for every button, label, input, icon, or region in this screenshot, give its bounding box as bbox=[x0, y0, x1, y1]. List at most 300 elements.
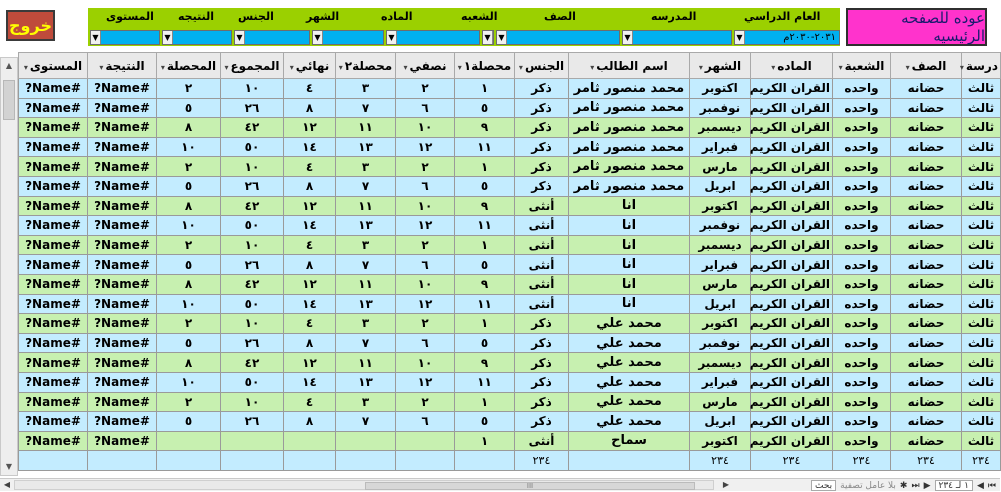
table-cell[interactable]: ذكر bbox=[515, 314, 569, 334]
table-cell[interactable]: ٢ bbox=[396, 314, 455, 334]
table-cell[interactable]: حضانه bbox=[891, 79, 962, 99]
table-cell[interactable]: نوفمبر bbox=[690, 98, 751, 118]
table-cell[interactable]: ١١ bbox=[455, 216, 515, 236]
table-cell[interactable]: سماح bbox=[569, 431, 690, 451]
record-counter[interactable]: ١ لـ ٢٣٤ bbox=[935, 480, 973, 491]
table-cell[interactable]: ١٣ bbox=[336, 137, 396, 157]
table-cell[interactable]: محمد منصور ثامر bbox=[569, 157, 690, 177]
table-cell[interactable]: واحده bbox=[833, 79, 891, 99]
table-cell[interactable]: ٥ bbox=[455, 412, 515, 432]
column-header[interactable] bbox=[396, 53, 455, 79]
table-cell[interactable]: ٢ bbox=[157, 79, 221, 99]
table-cell[interactable]: ١٢ bbox=[284, 274, 336, 294]
table-cell[interactable]: #Name? bbox=[88, 314, 157, 334]
table-cell[interactable]: ٥٠ bbox=[221, 294, 284, 314]
table-row[interactable] bbox=[19, 314, 1001, 334]
table-cell[interactable]: ثالث bbox=[962, 157, 1001, 177]
table-cell[interactable]: واحده bbox=[833, 98, 891, 118]
table-cell[interactable]: حضانه bbox=[891, 157, 962, 177]
table-cell[interactable]: ١٢ bbox=[284, 353, 336, 373]
column-header[interactable] bbox=[751, 53, 833, 79]
table-cell[interactable]: أنثى bbox=[515, 255, 569, 275]
sort-dropdown-icon[interactable]: ▾ bbox=[403, 62, 408, 72]
filter-combo-year[interactable] bbox=[734, 30, 840, 45]
table-cell[interactable]: فبراير bbox=[690, 255, 751, 275]
table-cell[interactable]: #Name? bbox=[88, 274, 157, 294]
table-cell[interactable]: ٨ bbox=[157, 196, 221, 216]
table-cell[interactable]: انا bbox=[569, 255, 690, 275]
table-cell[interactable]: واحده bbox=[833, 294, 891, 314]
scroll-left-icon[interactable]: ◀ bbox=[3, 480, 11, 489]
table-cell[interactable]: حضانه bbox=[891, 314, 962, 334]
sort-dropdown-icon[interactable]: ▾ bbox=[99, 62, 104, 72]
column-header[interactable] bbox=[959, 53, 1001, 79]
table-cell[interactable]: ذكر bbox=[515, 137, 569, 157]
table-cell[interactable]: محمد علي bbox=[569, 392, 690, 412]
table-cell[interactable]: ١٠ bbox=[396, 118, 455, 138]
table-cell[interactable]: #Name? bbox=[19, 294, 88, 314]
filter-status[interactable]: بلا عامل تصفية bbox=[840, 480, 896, 491]
table-cell[interactable]: ١٠ bbox=[221, 314, 284, 334]
chevron-down-icon[interactable]: ▼ bbox=[735, 31, 745, 44]
table-cell[interactable]: ٢ bbox=[157, 392, 221, 412]
table-cell[interactable]: حضانه bbox=[891, 353, 962, 373]
table-cell[interactable]: ٨ bbox=[157, 118, 221, 138]
table-cell[interactable]: #Name? bbox=[19, 157, 88, 177]
table-cell[interactable] bbox=[284, 431, 336, 451]
table-cell[interactable]: محمد منصور ثامر bbox=[569, 176, 690, 196]
sort-dropdown-icon[interactable]: ▾ bbox=[160, 62, 165, 72]
table-cell[interactable]: ٦ bbox=[396, 255, 455, 275]
table-cell[interactable]: #Name? bbox=[88, 372, 157, 392]
table-cell[interactable]: ٤ bbox=[284, 157, 336, 177]
table-cell[interactable]: ثالث bbox=[962, 314, 1001, 334]
table-row[interactable] bbox=[19, 176, 1001, 196]
table-cell[interactable]: ٥ bbox=[157, 412, 221, 432]
table-cell[interactable]: #Name? bbox=[88, 98, 157, 118]
column-header[interactable] bbox=[891, 53, 962, 79]
table-cell[interactable]: #Name? bbox=[19, 372, 88, 392]
table-cell[interactable]: القران الكريم bbox=[751, 274, 833, 294]
table-cell[interactable]: #Name? bbox=[19, 314, 88, 334]
chevron-down-icon[interactable]: ▼ bbox=[163, 31, 173, 44]
table-cell[interactable]: ثالث bbox=[962, 79, 1001, 99]
table-cell[interactable]: #Name? bbox=[19, 79, 88, 99]
table-cell[interactable]: #Name? bbox=[19, 431, 88, 451]
table-cell[interactable]: واحده bbox=[833, 274, 891, 294]
filter-combo-section[interactable] bbox=[482, 30, 494, 45]
table-cell[interactable]: #Name? bbox=[88, 412, 157, 432]
home-button[interactable]: عوده للصفحه الرئيسيه bbox=[846, 8, 987, 46]
table-cell[interactable]: ١ bbox=[455, 431, 515, 451]
table-cell[interactable]: ثالث bbox=[962, 216, 1001, 236]
table-cell[interactable]: ثالث bbox=[962, 412, 1001, 432]
column-header[interactable] bbox=[569, 53, 690, 79]
table-row[interactable] bbox=[19, 216, 1001, 236]
filter-combo-class[interactable] bbox=[496, 30, 620, 45]
table-cell[interactable]: ١٣ bbox=[336, 372, 396, 392]
table-cell[interactable]: ١١ bbox=[336, 196, 396, 216]
filter-combo-school[interactable] bbox=[622, 30, 732, 45]
table-cell[interactable]: القران الكريم bbox=[751, 431, 833, 451]
table-cell[interactable]: #Name? bbox=[19, 235, 88, 255]
table-cell[interactable]: #Name? bbox=[88, 431, 157, 451]
table-cell[interactable]: ٥٠ bbox=[221, 372, 284, 392]
table-cell[interactable]: محمد منصور ثامر bbox=[569, 98, 690, 118]
table-cell[interactable]: #Name? bbox=[88, 196, 157, 216]
table-cell[interactable]: ٨ bbox=[157, 353, 221, 373]
table-cell[interactable]: ذكر bbox=[515, 412, 569, 432]
table-cell[interactable]: ١٠ bbox=[221, 79, 284, 99]
table-cell[interactable]: حضانه bbox=[891, 216, 962, 236]
table-cell[interactable]: ثالث bbox=[962, 333, 1001, 353]
table-cell[interactable]: محمد منصور ثامر bbox=[569, 79, 690, 99]
table-cell[interactable]: ٤ bbox=[284, 392, 336, 412]
table-cell[interactable]: ١٢ bbox=[396, 216, 455, 236]
column-header[interactable] bbox=[88, 53, 157, 79]
table-cell[interactable]: ١٤ bbox=[284, 372, 336, 392]
table-cell[interactable]: #Name? bbox=[88, 79, 157, 99]
table-cell[interactable]: واحده bbox=[833, 412, 891, 432]
last-record-icon[interactable]: ⏭ bbox=[911, 480, 920, 491]
table-cell[interactable]: ١٢ bbox=[396, 372, 455, 392]
table-cell[interactable]: ٥ bbox=[157, 255, 221, 275]
table-cell[interactable]: أنثى bbox=[515, 431, 569, 451]
table-cell[interactable]: ثالث bbox=[962, 176, 1001, 196]
table-cell[interactable]: ٥ bbox=[455, 176, 515, 196]
table-cell[interactable]: ثالث bbox=[962, 137, 1001, 157]
table-cell[interactable]: القران الكريم bbox=[751, 235, 833, 255]
table-cell[interactable]: ١٢ bbox=[396, 137, 455, 157]
table-cell[interactable]: واحده bbox=[833, 118, 891, 138]
table-cell[interactable]: ١٠ bbox=[157, 216, 221, 236]
table-cell[interactable]: ١٠ bbox=[157, 137, 221, 157]
sort-dropdown-icon[interactable]: ▾ bbox=[959, 62, 964, 72]
chevron-down-icon[interactable]: ▼ bbox=[623, 31, 633, 44]
table-row[interactable] bbox=[19, 98, 1001, 118]
table-cell[interactable]: ٢٦ bbox=[221, 333, 284, 353]
table-cell[interactable]: ٧ bbox=[336, 333, 396, 353]
table-cell[interactable]: ثالث bbox=[962, 372, 1001, 392]
table-cell[interactable]: #Name? bbox=[19, 333, 88, 353]
table-cell[interactable]: #Name? bbox=[88, 353, 157, 373]
table-cell[interactable]: ٥ bbox=[157, 333, 221, 353]
table-cell[interactable]: ١ bbox=[455, 157, 515, 177]
new-record-icon[interactable]: ✱ bbox=[899, 480, 908, 491]
table-cell[interactable]: ١١ bbox=[455, 137, 515, 157]
column-header[interactable] bbox=[455, 53, 515, 79]
next-record-icon[interactable]: ▶ bbox=[923, 480, 931, 491]
table-cell[interactable]: محمد علي bbox=[569, 412, 690, 432]
table-cell[interactable]: ٢ bbox=[396, 235, 455, 255]
table-cell[interactable]: ثالث bbox=[962, 98, 1001, 118]
table-cell[interactable]: ٥٠ bbox=[221, 216, 284, 236]
table-cell[interactable]: القران الكريم bbox=[751, 353, 833, 373]
table-cell[interactable]: #Name? bbox=[19, 176, 88, 196]
table-cell[interactable]: محمد منصور ثامر bbox=[569, 118, 690, 138]
table-cell[interactable]: #Name? bbox=[19, 274, 88, 294]
table-cell[interactable] bbox=[336, 431, 396, 451]
table-cell[interactable]: ٥ bbox=[157, 176, 221, 196]
table-cell[interactable]: ثالث bbox=[962, 255, 1001, 275]
table-row[interactable] bbox=[19, 157, 1001, 177]
sort-dropdown-icon[interactable]: ▾ bbox=[905, 62, 910, 72]
table-cell[interactable]: فبراير bbox=[690, 372, 751, 392]
table-cell[interactable]: ٤ bbox=[284, 235, 336, 255]
table-cell[interactable]: ابريل bbox=[690, 412, 751, 432]
filter-combo-gender[interactable] bbox=[234, 30, 310, 45]
table-cell[interactable]: واحده bbox=[833, 137, 891, 157]
column-header[interactable] bbox=[221, 53, 284, 79]
table-row[interactable] bbox=[19, 79, 1001, 99]
table-cell[interactable] bbox=[396, 431, 455, 451]
table-cell[interactable]: واحده bbox=[833, 216, 891, 236]
table-cell[interactable]: ٣ bbox=[336, 314, 396, 334]
table-cell[interactable]: اكتوبر bbox=[690, 196, 751, 216]
sort-dropdown-icon[interactable]: ▾ bbox=[771, 62, 776, 72]
table-cell[interactable]: انا bbox=[569, 274, 690, 294]
scroll-right-icon[interactable]: ▶ bbox=[722, 480, 730, 489]
table-cell[interactable]: واحده bbox=[833, 255, 891, 275]
table-cell[interactable]: أنثى bbox=[515, 274, 569, 294]
table-cell[interactable]: حضانه bbox=[891, 412, 962, 432]
table-cell[interactable]: ١ bbox=[455, 392, 515, 412]
horizontal-scrollbar[interactable] bbox=[0, 478, 1000, 491]
table-cell[interactable]: #Name? bbox=[88, 137, 157, 157]
table-cell[interactable]: محمد علي bbox=[569, 372, 690, 392]
table-cell[interactable]: القران الكريم bbox=[751, 255, 833, 275]
sort-dropdown-icon[interactable]: ▾ bbox=[289, 62, 294, 72]
table-cell[interactable]: ٩ bbox=[455, 274, 515, 294]
table-cell[interactable]: انا bbox=[569, 196, 690, 216]
table-cell[interactable]: ٤٢ bbox=[221, 353, 284, 373]
table-row[interactable] bbox=[19, 196, 1001, 216]
table-cell[interactable]: ٨ bbox=[284, 176, 336, 196]
chevron-down-icon[interactable]: ▼ bbox=[387, 31, 397, 44]
table-cell[interactable]: ١٠ bbox=[396, 196, 455, 216]
table-cell[interactable]: واحده bbox=[833, 157, 891, 177]
table-cell[interactable]: واحده bbox=[833, 392, 891, 412]
table-cell[interactable]: ٧ bbox=[336, 412, 396, 432]
table-cell[interactable]: ١٤ bbox=[284, 294, 336, 314]
table-cell[interactable]: اكتوبر bbox=[690, 431, 751, 451]
table-cell[interactable]: حضانه bbox=[891, 137, 962, 157]
table-cell[interactable]: ذكر bbox=[515, 98, 569, 118]
table-cell[interactable]: #Name? bbox=[19, 137, 88, 157]
table-cell[interactable]: ٨ bbox=[284, 255, 336, 275]
search-box[interactable]: بحث bbox=[811, 480, 836, 491]
table-cell[interactable]: ٦ bbox=[396, 333, 455, 353]
table-cell[interactable]: ٤٢ bbox=[221, 274, 284, 294]
table-cell[interactable]: ١١ bbox=[336, 118, 396, 138]
table-cell[interactable]: ٥ bbox=[157, 98, 221, 118]
table-cell[interactable]: ٦ bbox=[396, 412, 455, 432]
column-header[interactable] bbox=[336, 53, 396, 79]
table-cell[interactable]: القران الكريم bbox=[751, 196, 833, 216]
table-cell[interactable]: أنثى bbox=[515, 235, 569, 255]
vertical-scrollbar[interactable] bbox=[0, 57, 18, 476]
table-cell[interactable]: حضانه bbox=[891, 372, 962, 392]
table-cell[interactable]: ذكر bbox=[515, 157, 569, 177]
table-row[interactable] bbox=[19, 274, 1001, 294]
sort-dropdown-icon[interactable]: ▾ bbox=[590, 62, 595, 72]
table-cell[interactable]: ديسمبر bbox=[690, 118, 751, 138]
table-cell[interactable]: ثالث bbox=[962, 235, 1001, 255]
table-row[interactable] bbox=[19, 372, 1001, 392]
table-cell[interactable]: ٨ bbox=[284, 98, 336, 118]
chevron-down-icon[interactable]: ▼ bbox=[91, 31, 101, 44]
table-cell[interactable]: ثالث bbox=[962, 196, 1001, 216]
column-header[interactable] bbox=[833, 53, 891, 79]
table-cell[interactable]: ١١ bbox=[455, 372, 515, 392]
table-cell[interactable]: واحده bbox=[833, 353, 891, 373]
table-cell[interactable]: أنثى bbox=[515, 216, 569, 236]
table-cell[interactable]: ١٣ bbox=[336, 294, 396, 314]
table-cell[interactable]: ابريل bbox=[690, 176, 751, 196]
chevron-down-icon[interactable]: ▼ bbox=[235, 31, 245, 44]
table-cell[interactable]: ٢٦ bbox=[221, 176, 284, 196]
table-row[interactable] bbox=[19, 353, 1001, 373]
table-cell[interactable]: ٢٦ bbox=[221, 255, 284, 275]
table-cell[interactable]: أنثى bbox=[515, 196, 569, 216]
table-cell[interactable]: #Name? bbox=[19, 255, 88, 275]
table-cell[interactable]: #Name? bbox=[19, 392, 88, 412]
table-cell[interactable]: ٦ bbox=[396, 98, 455, 118]
table-cell[interactable]: ٩ bbox=[455, 118, 515, 138]
column-header[interactable] bbox=[690, 53, 751, 79]
table-cell[interactable]: القران الكريم bbox=[751, 118, 833, 138]
table-cell[interactable]: ٨ bbox=[284, 333, 336, 353]
table-cell[interactable]: القران الكريم bbox=[751, 98, 833, 118]
table-cell[interactable]: ١٠ bbox=[396, 274, 455, 294]
scroll-track[interactable] bbox=[14, 480, 714, 490]
table-cell[interactable]: ٤٢ bbox=[221, 118, 284, 138]
table-cell[interactable]: ١١ bbox=[455, 294, 515, 314]
sort-dropdown-icon[interactable]: ▾ bbox=[838, 62, 843, 72]
table-cell[interactable]: واحده bbox=[833, 196, 891, 216]
table-cell[interactable]: حضانه bbox=[891, 392, 962, 412]
table-row[interactable] bbox=[19, 431, 1001, 451]
table-cell[interactable]: ٧ bbox=[336, 255, 396, 275]
table-cell[interactable]: ثالث bbox=[962, 294, 1001, 314]
table-cell[interactable]: ١٤ bbox=[284, 137, 336, 157]
table-cell[interactable]: القران الكريم bbox=[751, 157, 833, 177]
table-cell[interactable]: #Name? bbox=[19, 353, 88, 373]
table-cell[interactable]: ١١ bbox=[336, 274, 396, 294]
table-cell[interactable]: #Name? bbox=[19, 118, 88, 138]
table-cell[interactable]: #Name? bbox=[19, 216, 88, 236]
table-cell[interactable]: ٢ bbox=[396, 392, 455, 412]
table-row[interactable] bbox=[19, 333, 1001, 353]
table-row[interactable] bbox=[19, 294, 1001, 314]
table-row[interactable] bbox=[19, 137, 1001, 157]
table-cell[interactable]: ٨ bbox=[284, 412, 336, 432]
table-cell[interactable]: #Name? bbox=[19, 98, 88, 118]
table-cell[interactable]: #Name? bbox=[88, 216, 157, 236]
table-cell[interactable]: ١ bbox=[455, 79, 515, 99]
table-cell[interactable]: ١٠ bbox=[396, 353, 455, 373]
table-cell[interactable]: ٢ bbox=[396, 79, 455, 99]
table-cell[interactable]: مارس bbox=[690, 392, 751, 412]
chevron-down-icon[interactable]: ▼ bbox=[313, 31, 323, 44]
table-cell[interactable]: #Name? bbox=[88, 333, 157, 353]
sort-dropdown-icon[interactable]: ▾ bbox=[224, 62, 229, 72]
table-cell[interactable]: ثالث bbox=[962, 392, 1001, 412]
table-cell[interactable]: ٨ bbox=[157, 274, 221, 294]
table-cell[interactable]: واحده bbox=[833, 314, 891, 334]
table-cell[interactable]: القران الكريم bbox=[751, 176, 833, 196]
table-cell[interactable]: محمد علي bbox=[569, 333, 690, 353]
table-cell[interactable]: #Name? bbox=[88, 294, 157, 314]
table-cell[interactable]: القران الكريم bbox=[751, 216, 833, 236]
table-cell[interactable]: ١٠ bbox=[221, 235, 284, 255]
chevron-down-icon[interactable]: ▼ bbox=[497, 31, 507, 44]
table-cell[interactable]: ٢٦ bbox=[221, 412, 284, 432]
table-cell[interactable]: ٧ bbox=[336, 176, 396, 196]
table-cell[interactable]: ٦ bbox=[396, 176, 455, 196]
table-cell[interactable]: ذكر bbox=[515, 176, 569, 196]
table-cell[interactable]: ٣ bbox=[336, 392, 396, 412]
table-cell[interactable]: ثالث bbox=[962, 431, 1001, 451]
table-cell[interactable]: ١٣ bbox=[336, 216, 396, 236]
filter-combo-level[interactable] bbox=[90, 30, 160, 45]
table-cell[interactable]: مارس bbox=[690, 157, 751, 177]
table-cell[interactable]: ثالث bbox=[962, 274, 1001, 294]
table-cell[interactable]: محمد منصور ثامر bbox=[569, 137, 690, 157]
table-cell[interactable]: ١٠ bbox=[157, 372, 221, 392]
scroll-up-icon[interactable]: ▲ bbox=[5, 61, 13, 70]
filter-combo-subject[interactable] bbox=[386, 30, 480, 45]
table-cell[interactable]: نوفمبر bbox=[690, 333, 751, 353]
scroll-down-icon[interactable]: ▼ bbox=[5, 462, 13, 471]
table-cell[interactable]: نوفمبر bbox=[690, 216, 751, 236]
table-cell[interactable]: القران الكريم bbox=[751, 294, 833, 314]
table-cell[interactable]: ١١ bbox=[336, 353, 396, 373]
filter-combo-month[interactable] bbox=[312, 30, 384, 45]
table-cell[interactable]: ٥ bbox=[455, 255, 515, 275]
sort-dropdown-icon[interactable]: ▾ bbox=[457, 62, 462, 72]
table-cell[interactable]: ٢٦ bbox=[221, 98, 284, 118]
table-cell[interactable]: واحده bbox=[833, 431, 891, 451]
table-cell[interactable]: #Name? bbox=[88, 118, 157, 138]
table-cell[interactable]: ثالث bbox=[962, 353, 1001, 373]
table-cell[interactable]: ذكر bbox=[515, 392, 569, 412]
table-cell[interactable]: حضانه bbox=[891, 294, 962, 314]
table-cell[interactable]: القران الكريم bbox=[751, 372, 833, 392]
table-cell[interactable]: ٣ bbox=[336, 79, 396, 99]
table-cell[interactable]: #Name? bbox=[19, 412, 88, 432]
table-cell[interactable]: واحده bbox=[833, 333, 891, 353]
table-row[interactable] bbox=[19, 392, 1001, 412]
table-cell[interactable]: القران الكريم bbox=[751, 137, 833, 157]
table-cell[interactable]: حضانه bbox=[891, 235, 962, 255]
table-cell[interactable]: ١٠ bbox=[221, 157, 284, 177]
table-cell[interactable]: محمد علي bbox=[569, 314, 690, 334]
table-cell[interactable]: ذكر bbox=[515, 118, 569, 138]
table-cell[interactable]: ذكر bbox=[515, 79, 569, 99]
table-cell[interactable]: ١ bbox=[455, 235, 515, 255]
table-cell[interactable]: ٩ bbox=[455, 353, 515, 373]
table-cell[interactable]: ٧ bbox=[336, 98, 396, 118]
table-cell[interactable]: محمد علي bbox=[569, 353, 690, 373]
table-cell[interactable]: ٥٠ bbox=[221, 137, 284, 157]
column-header[interactable] bbox=[19, 53, 88, 79]
table-cell[interactable]: ١٢ bbox=[284, 118, 336, 138]
table-cell[interactable]: واحده bbox=[833, 176, 891, 196]
scroll-thumb-horizontal[interactable]: III bbox=[365, 482, 695, 490]
table-cell[interactable]: ٤ bbox=[284, 314, 336, 334]
table-cell[interactable]: #Name? bbox=[88, 235, 157, 255]
